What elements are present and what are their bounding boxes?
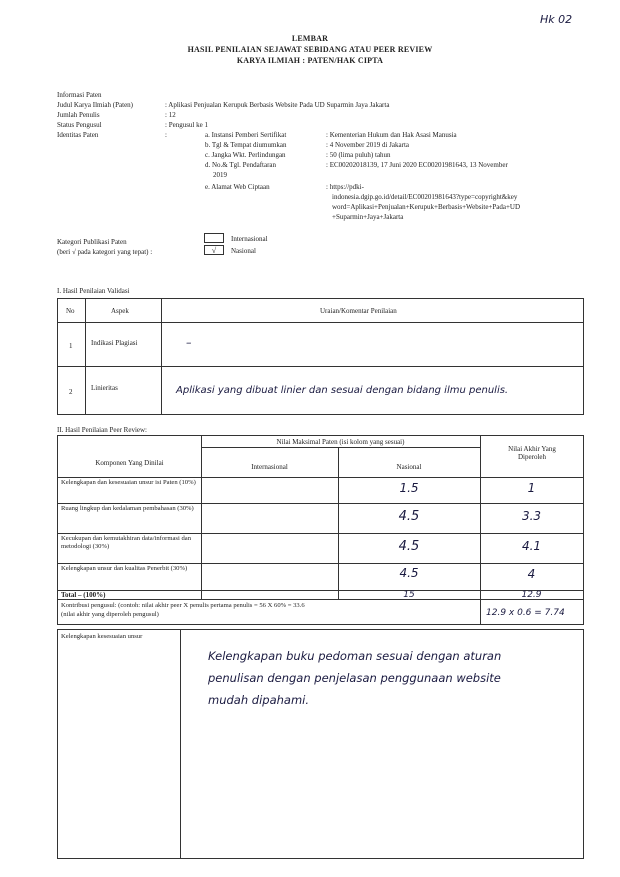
col-int-header: Internasional — [251, 463, 288, 471]
checkbox-nasional[interactable] — [204, 245, 224, 255]
kontribusi-value: 12.9 x 0.6 = 7.74 — [486, 608, 565, 618]
header-line1: LEMBAR — [291, 34, 329, 43]
corner-note: Hk 02 — [540, 13, 573, 26]
judul-label: Judul Karya Ilmiah (Paten) — [57, 101, 134, 109]
identitas-c-label: c. Jangka Wkt. Perlindungan — [205, 151, 286, 159]
col-nas-header: Nasional — [396, 463, 422, 471]
checkbox-nasional-mark: √ — [211, 246, 217, 255]
total-akhir: 12.9 — [521, 590, 542, 600]
row2-aspek: Linieritas — [91, 384, 118, 392]
web-line2: indonesia.dgip.go.id/detail/EC00201981643?type=copyright&key — [332, 193, 518, 201]
info-section-label: Informasi Paten — [57, 91, 102, 99]
validation-table — [57, 298, 584, 415]
peer-review-table — [57, 435, 584, 625]
col-uraian-header: Uraian/Komentar Penilaian — [320, 307, 397, 315]
row-nasional-2: 4.5 — [398, 509, 420, 524]
row-akhir-1: 1 — [527, 481, 536, 495]
row1-aspek: Indikasi Plagiasi — [91, 339, 138, 347]
row-akhir-3: 4.1 — [521, 539, 542, 553]
row2-no: 2 — [69, 388, 73, 396]
checkbox-internasional[interactable] — [204, 233, 224, 243]
col-akhir-header: Nilai Akhir Yang Diperoleh — [508, 445, 556, 462]
kontribusi-line2: (nilai akhir yang diperoleh pengusul) — [61, 611, 159, 618]
jumlah-label: Jumlah Penulis — [57, 111, 100, 119]
row-nasional-3: 4.5 — [398, 539, 420, 554]
jumlah-value: : 12 — [165, 111, 176, 119]
identitas-d-year: 2019 — [213, 171, 227, 179]
col-no-header: No — [66, 307, 75, 315]
kelengkapan-comment-line2: penulisan dengan penjelasan penggunaan website — [208, 671, 501, 685]
kategori-label1: Kategori Publikasi Paten — [57, 238, 127, 246]
header-line2: HASIL PENILAIAN SEJAWAT SEBIDANG ATAU PEER REVIEW — [187, 45, 433, 54]
col-aspek-header: Aspek — [111, 307, 129, 315]
judul-value: : Aplikasi Penjualan Kerupuk Berbasis Website Pada UD Suparmin Jaya Jakarta — [165, 101, 390, 109]
identitas-label: Identitas Paten — [57, 131, 99, 139]
kelengkapan-label: Kelengkapan kesesuaian unsur — [61, 633, 143, 640]
row-komponen-1: Kelengkapan dan kesesuaian unsur isi Paten (10%) — [61, 479, 196, 486]
identitas-b-label: b. Tgl & Tempat diumumkan — [205, 141, 287, 149]
identitas-e-label: e. Alamat Web Ciptaan — [205, 183, 270, 191]
kelengkapan-comment-line1: Kelengkapan buku pedoman sesuai dengan aturan — [208, 649, 502, 663]
row-komponen-3: Kecukupan dan kemutakhiran data/informasi dan metodologi (30%) — [61, 535, 191, 550]
identitas-d-value: : EC00202018139, 17 Juni 2020 EC00201981643, 13 November — [326, 161, 508, 169]
header-line3: KARYA ILMIAH : PATEN/HAK CIPTA — [236, 56, 384, 65]
row-akhir-4: 4 — [527, 567, 536, 581]
row1-no: 1 — [69, 342, 73, 350]
row2-comment: Aplikasi yang dibuat linier dan sesuai dengan bidang ilmu penulis. — [176, 385, 509, 396]
kategori-opt-internasional: Internasional — [231, 235, 268, 243]
kategori-label2: (beri √ pada kategori yang tepat) : — [57, 248, 153, 256]
row-komponen-2: Ruang lingkup dan kedalaman pembahasan (30%) — [61, 505, 194, 512]
section2-title: II. Hasil Penilaian Peer Review: — [57, 426, 148, 434]
identitas-a-label: a. Instansi Pemberi Sertifikat — [205, 131, 287, 139]
row-nasional-4: 4.5 — [399, 566, 419, 580]
kategori-opt-nasional: Nasional — [231, 247, 256, 255]
row1-comment: – — [186, 336, 192, 349]
identitas-e-value: : https://pdki- — [326, 183, 364, 191]
row-akhir-2: 3.3 — [521, 509, 542, 523]
identitas-c-value: : 50 (lima puluh) tahun — [326, 151, 391, 159]
col-komponen-header: Komponen Yang Dinilai — [95, 459, 164, 467]
web-line4: +Suparmin+Jaya+Jakarta — [332, 213, 404, 221]
status-value: : Pengusul ke 1 — [165, 121, 208, 129]
kelengkapan-box — [57, 629, 584, 859]
kontribusi-line1: Kontribusi pengusul: (contoh: nilai akhir peer X penulis pertama penulis = 56 X 60% = 33.6 — [61, 602, 305, 609]
identitas-d-label: d. No.& Tgl. Pendaftaran — [205, 161, 277, 169]
status-label: Status Pengusul — [57, 121, 102, 129]
total-label: Total – (100%) — [61, 591, 106, 599]
total-nasional: 15 — [403, 590, 415, 600]
kelengkapan-comment-line3: mudah dipahami. — [208, 693, 310, 707]
row-komponen-4: Kelengkapan unsur dan kualitas Penerbit (30%) — [61, 565, 188, 572]
row-nasional-1: 1.5 — [399, 481, 419, 495]
section1-title: I. Hasil Penilaian Validasi — [57, 287, 130, 295]
identitas-a-value: : Kementerian Hukum dan Hak Asasi Manusia — [326, 131, 457, 139]
col-maks-header: Nilai Maksimal Paten (isi kolom yang sesuai) — [276, 438, 405, 446]
identitas-b-value: : 4 November 2019 di Jakarta — [326, 141, 410, 149]
web-line3: word=Aplikasi+Penjualan+Kerupuk+Berbasis+Website+Pada+UD — [332, 203, 521, 211]
identitas-colon: : — [165, 131, 167, 139]
